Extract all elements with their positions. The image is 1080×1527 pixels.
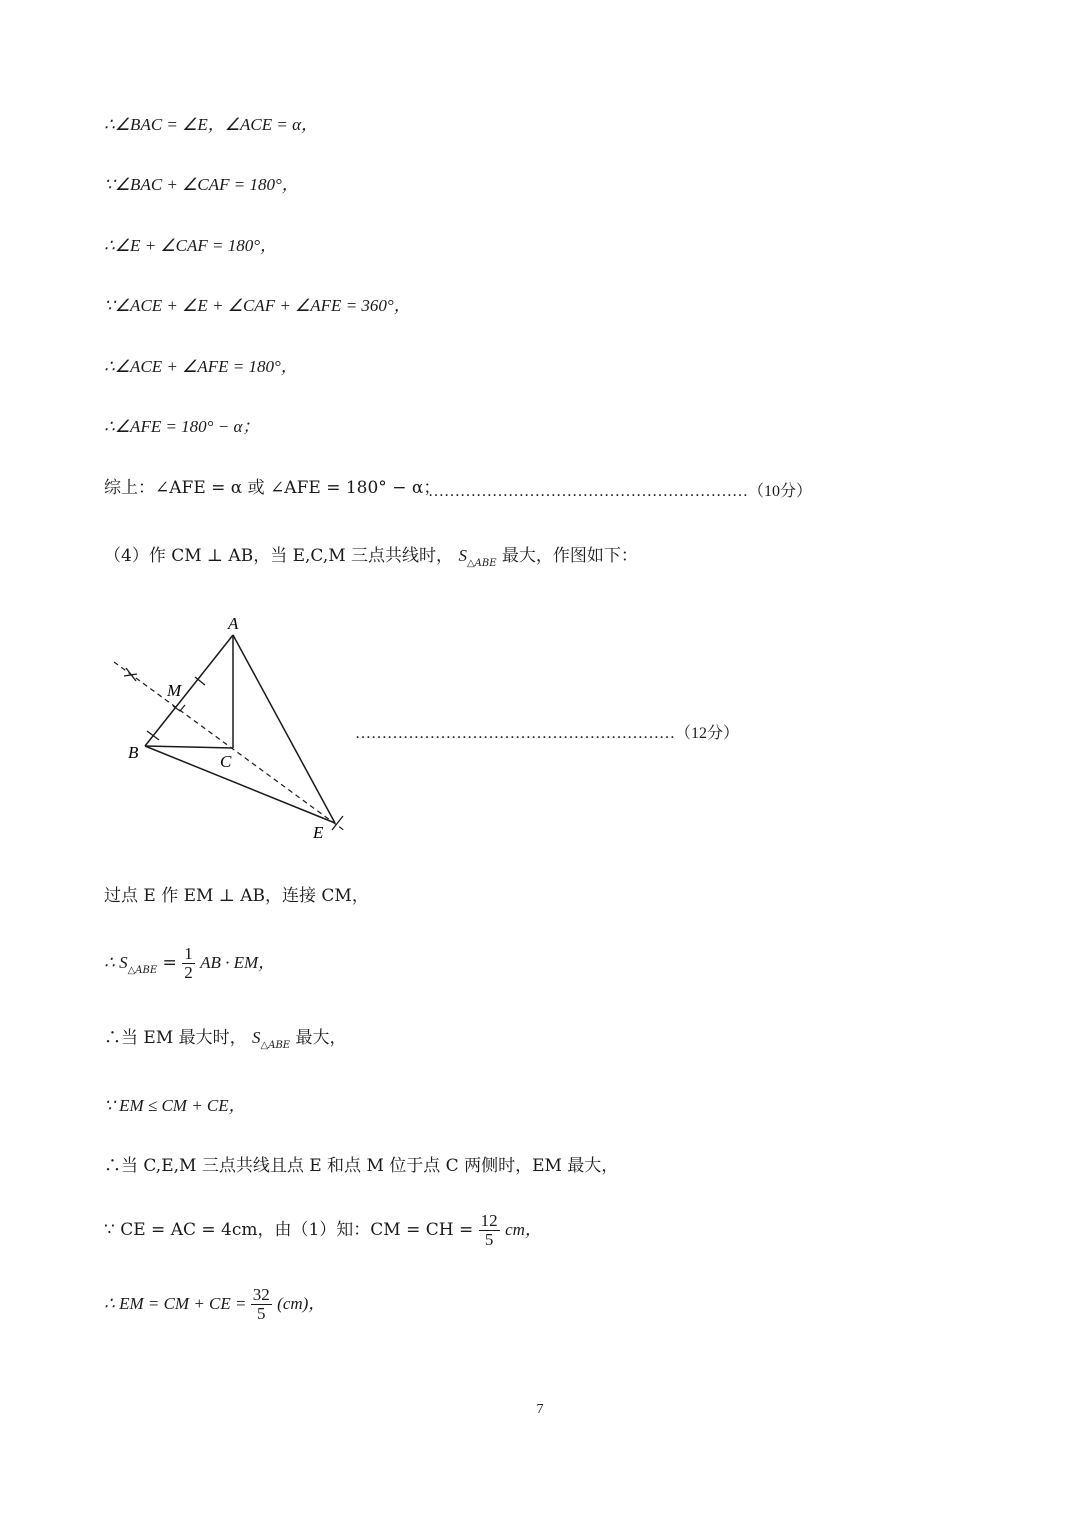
solution-line-1: 过点 E 作 EM ⊥ AB，连接 CM， (104, 886, 369, 906)
area-label: ∴ S (104, 953, 128, 972)
proof-line-3: ∴∠E + ∠CAF = 180°， (104, 236, 278, 255)
area-symbol: S (458, 546, 467, 565)
line7-text-a: ∴ EM = CM + CE = (104, 1294, 251, 1313)
label-A: A (228, 614, 239, 633)
line6-unit: cm， (505, 1220, 542, 1239)
label-E: E (313, 823, 324, 842)
proof-line-4: ∵∠ACE + ∠E + ∠CAF + ∠AFE = 360°， (104, 296, 411, 315)
label-C: C (220, 752, 232, 771)
geometry-figure (100, 605, 360, 850)
solution-line-6 (104, 1212, 542, 1249)
fraction-denominator-5b: 5 (257, 1304, 266, 1323)
summary-line: 综上：∠AFE = α 或 ∠AFE = 180° − α； (104, 478, 441, 498)
fraction-denominator-5: 5 (484, 1230, 494, 1249)
segment-BC (145, 746, 233, 748)
tick-mark-AB-lower (147, 731, 159, 740)
proof-line-1: ∴∠BAC = ∠E，∠ACE = α， (104, 115, 319, 134)
label-B: B (128, 743, 139, 762)
line3-text-a: ∴当 EM 最大时， (104, 1028, 247, 1048)
label-M: M (167, 681, 182, 700)
area-subscript-2: △ABE (260, 1040, 291, 1051)
fraction-numerator: 1 (184, 944, 193, 963)
solution-line-5: ∴当 C,E,M 三点共线且点 E 和点 M 位于点 C 两侧时，EM 最大， (104, 1156, 619, 1176)
segment-BE (145, 746, 335, 823)
line3-text-b: 最大， (295, 1028, 347, 1048)
part4-text-a: （4）作 CM ⊥ AB，当 E,C,M 三点共线时， (104, 546, 454, 566)
score-12: ……………………………………………………（12分） (355, 725, 740, 742)
solution-line-7 (104, 1286, 325, 1323)
part4-text-b: 最大，作图如下： (501, 546, 638, 566)
fraction-32-5 (251, 1286, 272, 1323)
solution-line-3 (104, 1028, 347, 1056)
proof-line-5: ∴∠ACE + ∠AFE = 180°， (104, 357, 298, 376)
equals-sign: = (157, 953, 183, 973)
score-10: ……………………………………………………（10分） (428, 483, 813, 500)
line6-text-a: ∵ CE = AC = 4cm，由（1）知：CM = CH = (104, 1220, 479, 1240)
fraction-numerator-12: 12 (480, 1211, 498, 1230)
area-formula: AB · EM， (200, 953, 276, 972)
line7-unit: (cm)， (277, 1294, 326, 1313)
solution-line-2 (104, 945, 275, 982)
page-number: 7 (536, 1402, 544, 1417)
solution-line-4: ∵ EM ≤ CM + CE， (104, 1096, 246, 1115)
proof-line-2: ∵∠BAC + ∠CAF = 180°， (104, 175, 299, 194)
segment-AB (145, 635, 233, 746)
fraction-12-5 (479, 1212, 500, 1249)
area-symbol-2: S (252, 1028, 261, 1047)
fraction-one-half (182, 945, 195, 982)
area-subscript: △ABE (466, 558, 497, 569)
fraction-denominator: 2 (184, 963, 193, 982)
proof-line-6: ∴∠AFE = 180° − α； (104, 417, 260, 436)
area-label-subscript: △ABE (127, 965, 158, 976)
fraction-numerator-32: 32 (252, 1285, 270, 1304)
segment-AE (233, 635, 335, 823)
part4-intro (104, 546, 638, 574)
